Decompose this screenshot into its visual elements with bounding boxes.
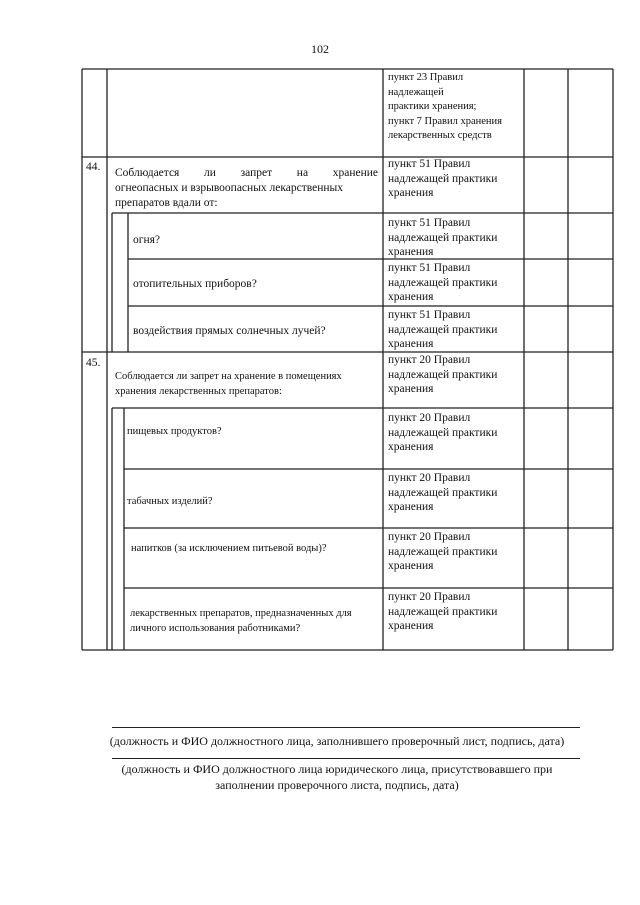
row-top-reference: пункт 23 Правил надлежащей практики хранения; пункт 7 Правил хранения лекарственных средств <box>388 72 502 141</box>
row-44-subitem-2: отопительных приборов? <box>133 278 257 290</box>
row-45-subitem-4: лекарственных препаратов, предназначенных для личного использования работниками? <box>130 608 352 634</box>
row-44-subitem-1: огня? <box>133 234 161 246</box>
row-44-number: 44. <box>86 161 101 173</box>
inspector-signature-caption: (должность и ФИО должностного лица, заполнившего проверочный лист, подпись, дата) <box>109 734 565 748</box>
row-44-subitem-3-reference: пункт 51 Правил надлежащей практики хранения <box>388 309 498 350</box>
row-45-subitem-3: напитков (за исключением питьевой воды)? <box>131 543 327 554</box>
row-45-subitem-1: пищевых продуктов? <box>127 426 222 437</box>
representative-signature-caption: (должность и ФИО должностного лица юридического лица, присутствовавшего при заполнении проверочного листа, подпись, дата) <box>121 762 553 792</box>
row-44-reference: пункт 51 Правил надлежащей практики хранения <box>388 158 498 199</box>
row-45-subitem-1-reference: пункт 20 Правил надлежащей практики хранения <box>388 412 498 453</box>
row-45-subitem-4-reference: пункт 20 Правил надлежащей практики хранения <box>388 591 498 632</box>
row-45-subitem-2: табачных изделий? <box>127 496 213 507</box>
row-45-subitem-2-reference: пункт 20 Правил надлежащей практики хранения <box>388 472 498 513</box>
row-45-question: Соблюдается ли запрет на хранение в помещениях хранения лекарственных препаратов: <box>115 371 342 397</box>
row-44-question-rest: огнеопасных и взрывоопасных лекарственных препаратов вдали от: <box>115 182 344 209</box>
row-44-subitem-2-reference: пункт 51 Правил надлежащей практики хранения <box>388 262 498 303</box>
row-45-subitem-3-reference: пункт 20 Правил надлежащей практики хранения <box>388 531 498 572</box>
inspector-signature-line <box>112 727 580 728</box>
representative-signature-line <box>112 758 580 759</box>
row-44-question-line1: Соблюдается ли запрет на хранение <box>115 167 378 179</box>
row-45-reference: пункт 20 Правил надлежащей практики хранения <box>388 354 498 395</box>
page-number: 102 <box>311 42 329 56</box>
row-45-number: 45. <box>86 357 101 369</box>
row-44-subitem-3: воздействия прямых солнечных лучей? <box>133 325 326 337</box>
row-44-subitem-1-reference: пункт 51 Правил надлежащей практики хранения <box>388 217 498 258</box>
